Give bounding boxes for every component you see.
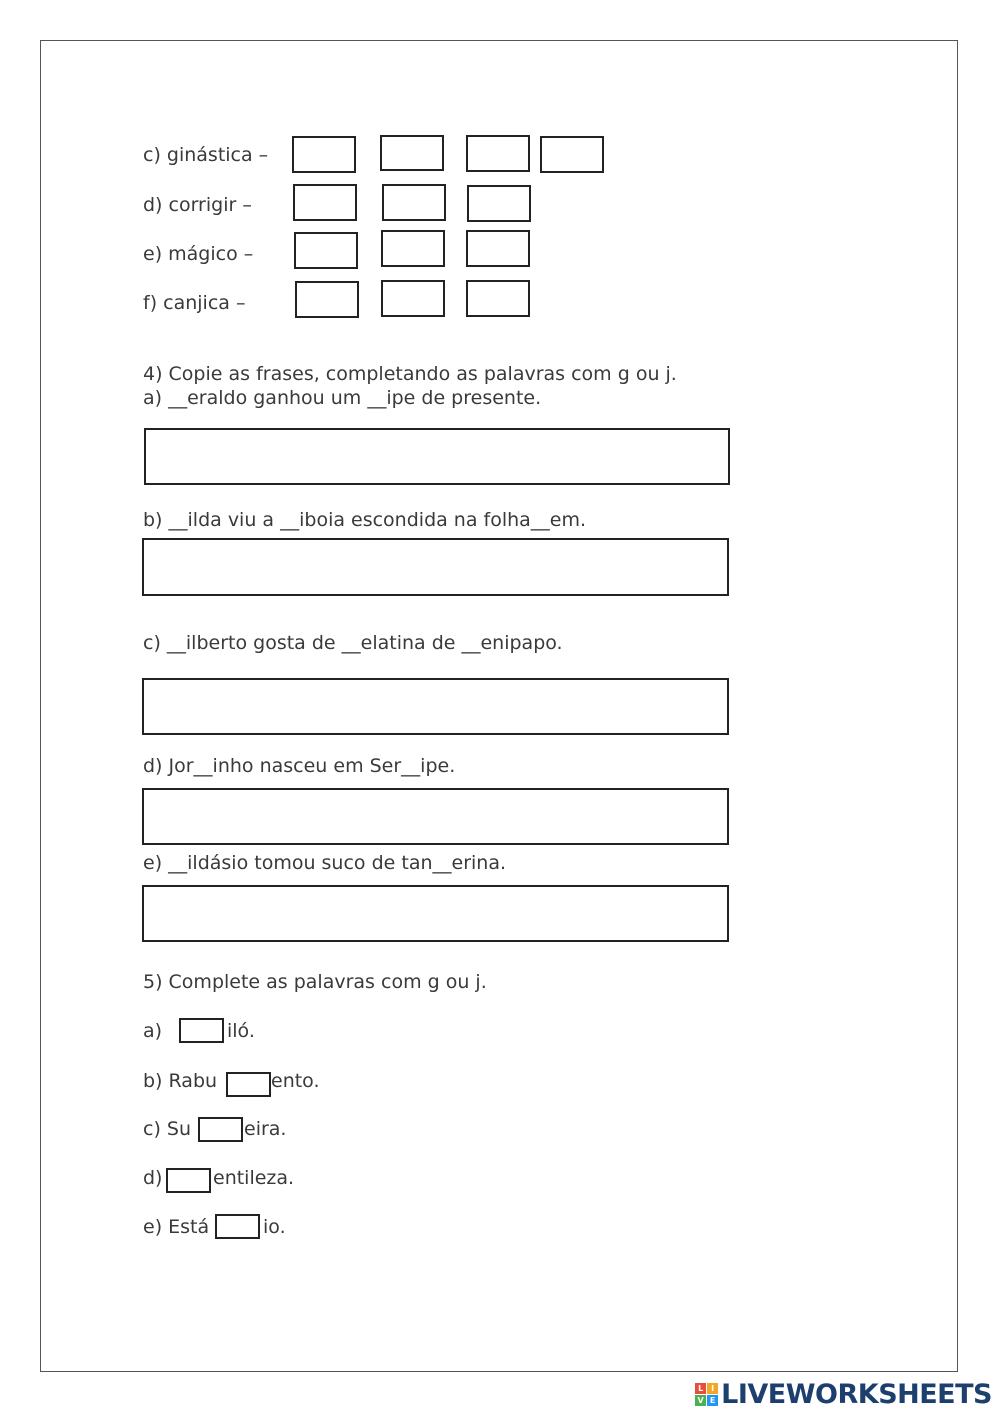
q3-item-d-syllable-box-1[interactable] xyxy=(293,184,357,221)
q3-item-e-syllable-box-2[interactable] xyxy=(381,230,445,267)
q3-item-f-syllable-box-2[interactable] xyxy=(381,280,445,317)
q3-item-d-label: d) corrigir – xyxy=(143,194,252,216)
q3-item-e-label: e) mágico – xyxy=(143,243,254,265)
q3-item-c-syllable-box-4[interactable] xyxy=(540,136,604,173)
q5-item-b-suffix: ento. xyxy=(271,1070,320,1092)
q4-item-b-answer-field[interactable] xyxy=(142,538,729,596)
q4-title: 4) Copie as frases, completando as palavras com g ou j. xyxy=(143,363,677,385)
q4-item-a-label: a) __eraldo ganhou um __ipe de presente. xyxy=(143,387,542,409)
q3-item-f-label: f) canjica – xyxy=(143,292,246,314)
q4-item-d-answer-field[interactable] xyxy=(142,788,729,845)
q5-item-b-letter-box[interactable] xyxy=(226,1072,271,1097)
q5-item-d-letter-box[interactable] xyxy=(166,1168,211,1193)
q4-item-c-label: c) __ilberto gosta de __elatina de __enipapo. xyxy=(143,632,563,654)
q3-item-c-label: c) ginástica – xyxy=(143,144,269,166)
q3-item-f-syllable-box-3[interactable] xyxy=(466,280,530,317)
q4-item-d-label: d) Jor__inho nasceu em Ser__ipe. xyxy=(143,755,456,777)
q5-title: 5) Complete as palavras com g ou j. xyxy=(143,971,487,993)
logo-brand-text: LIVEWORKSHEETS xyxy=(721,1378,992,1410)
q5-item-d-suffix: entileza. xyxy=(213,1167,295,1189)
q3-item-d-syllable-box-2[interactable] xyxy=(382,184,446,221)
logo-mark-letter: L xyxy=(695,1383,706,1394)
q3-item-e-syllable-box-3[interactable] xyxy=(466,230,530,267)
q5-item-e-suffix: io. xyxy=(263,1216,286,1238)
q4-item-b-label: b) __ilda viu a __iboia escondida na folha__em. xyxy=(143,509,587,531)
q3-item-e-syllable-box-1[interactable] xyxy=(294,232,358,269)
q4-item-e-label: e) __ildásio tomou suco de tan__erina. xyxy=(143,852,507,874)
q3-item-c-syllable-box-1[interactable] xyxy=(292,136,356,173)
q5-item-a-letter-box[interactable] xyxy=(179,1018,224,1043)
logo-mark-letter: V xyxy=(695,1395,706,1406)
q4-item-c-answer-field[interactable] xyxy=(142,678,729,735)
logo-mark-icon xyxy=(695,1383,718,1406)
logo-mark-letter: I xyxy=(707,1383,718,1394)
q3-item-f-syllable-box-1[interactable] xyxy=(295,281,359,318)
q5-item-b-prefix: b) Rabu xyxy=(143,1070,218,1092)
liveworksheets-logo[interactable] xyxy=(695,1376,992,1412)
q3-item-c-syllable-box-3[interactable] xyxy=(466,135,530,172)
q5-item-c-prefix: c) Su xyxy=(143,1118,192,1140)
q5-item-a-suffix: iló. xyxy=(227,1020,255,1042)
q3-item-c-syllable-box-2[interactable] xyxy=(380,135,444,171)
logo-mark-letter: E xyxy=(707,1395,718,1406)
q5-item-a-prefix: a) xyxy=(143,1020,163,1042)
q5-item-e-letter-box[interactable] xyxy=(215,1214,260,1239)
q5-item-c-letter-box[interactable] xyxy=(198,1117,243,1142)
q5-item-d-prefix: d) xyxy=(143,1167,163,1189)
q4-item-e-answer-field[interactable] xyxy=(142,885,729,942)
q3-item-d-syllable-box-3[interactable] xyxy=(467,185,531,222)
q5-item-c-suffix: eira. xyxy=(244,1118,287,1140)
q4-item-a-answer-field[interactable] xyxy=(144,428,730,485)
q5-item-e-prefix: e) Está xyxy=(143,1216,210,1238)
